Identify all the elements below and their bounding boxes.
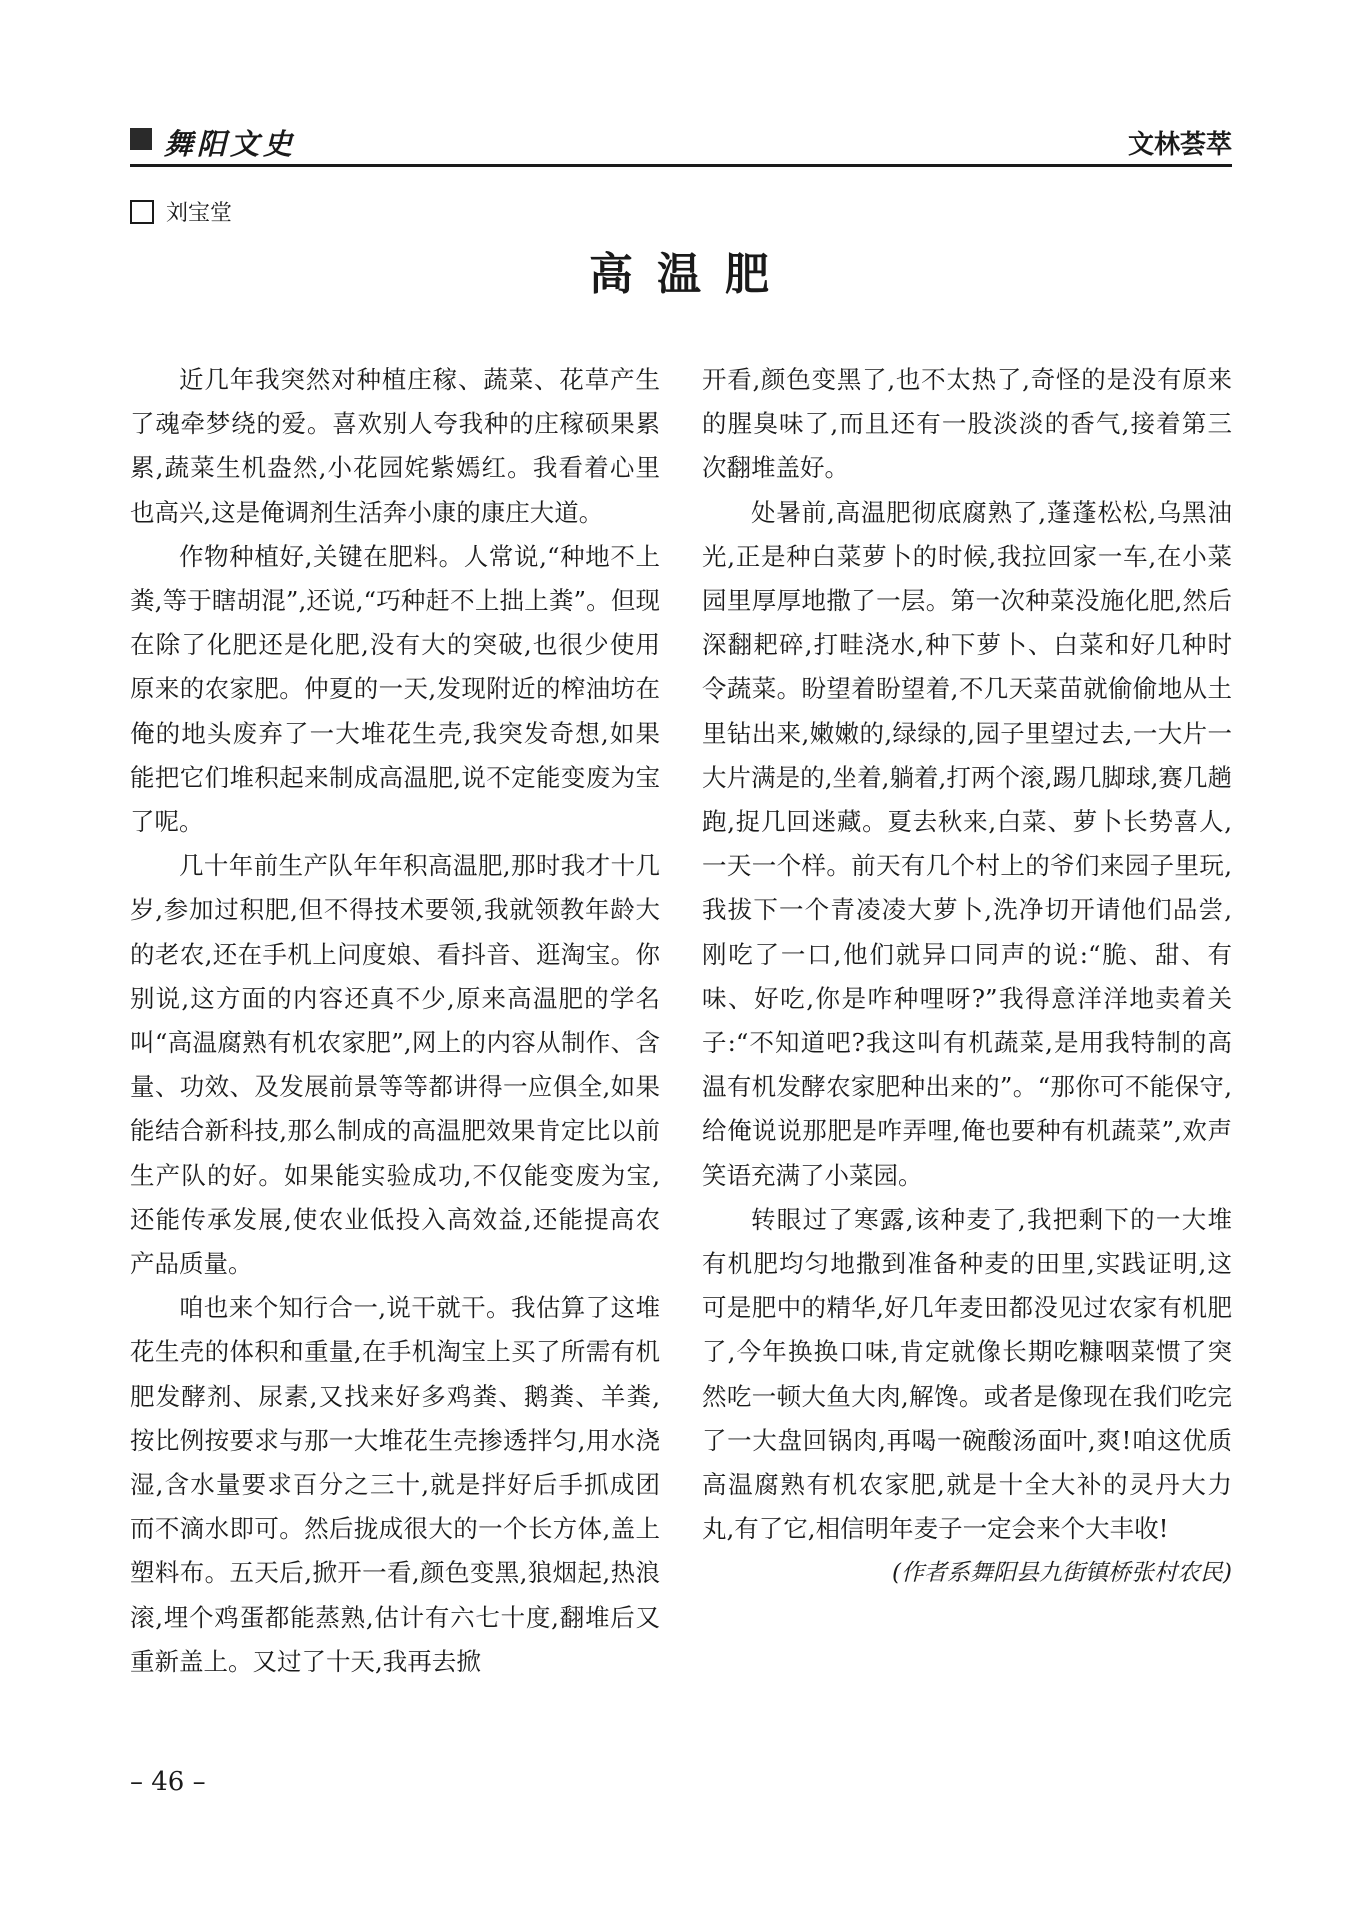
paragraph: 处暑前,高温肥彻底腐熟了,蓬蓬松松,乌黑油光,正是种白菜萝卜的时候,我拉回家一车,在小菜园里厚厚地撒了一层。第一次种菜没施化肥,然后深翻耙碎,打畦浇水,种下萝卜、白菜和好几种时令蔬菜。盼望着盼望着,不几天菜苗就偷偷地从土里钻出来,嫩嫩的,绿绿的,园子里望过去,一大片一大片满是的,坐着,躺着,打两个滚,踢几脚球,赛几趟跑,捉几回迷藏。夏去秋来,白菜、萝卜长势喜人,一天一个样。前天有几个村上的爷们来园子里玩,我拔下一个青凌凌大萝卜,洗净切开请他们品尝,刚吃了一口,他们就异口同声的说:“脆、甜、有味、好吃,你是咋种哩呀?”我得意洋洋地卖着关子:“不知道吧?我这叫有机蔬菜,是用我特制的高温有机发酵农家肥种出来的”。“那你可不能保守,给俺说说那肥是咋弄哩,俺也要种有机蔬菜”,欢声笑语充满了小菜园。 xyxy=(702,497,1232,1190)
paragraph-continuation: 开看,颜色变黑了,也不太热了,奇怪的是没有原来的腥臭味了,而且还有一股淡淡的香气,接着第三次翻堆盖好。 xyxy=(702,365,1232,483)
header-rule xyxy=(130,164,1232,167)
paragraph: 转眼过了寒露,该种麦了,我把剩下的一大堆有机肥均匀地撒到准备种麦的田里,实践证明,这可是肥中的精华,好几年麦田都没见过农家有机肥了,今年换换口味,肯定就像长期吃糠咽菜惯了突然吃一顿大鱼大肉,解馋。或者是像现在我们吃完了一大盘回锅肉,再喝一碗酸汤面叶,爽!咱这优质高温腐熟有机农家肥,就是十全大补的灵丹大力丸,有了它,相信明年麦子一定会来个大丰收! xyxy=(702,1204,1232,1544)
paragraph: 作物种植好,关键在肥料。人常说,“种地不上粪,等于瞎胡混”,还说,“巧种赶不上拙上粪”。但现在除了化肥还是化肥,没有大的突破,也很少使用原来的农家肥。仲夏的一天,发现附近的榨油坊在俺的地头废弃了一大堆花生壳,我突发奇想,如果能把它们堆积起来制成高温肥,说不定能变废为宝了呢。 xyxy=(130,541,660,837)
paragraph: 咱也来个知行合一,说干就干。我估算了这堆花生壳的体积和重量,在手机淘宝上买了所需有机肥发酵剂、尿素,又找来好多鸡粪、鹅粪、羊粪,按比例按要求与那一大堆花生壳掺透拌匀,用水浇湿,含水量要求百分之三十,就是拌好后手抓成团而不滴水即可。然后拢成很大的一个长方体,盖上塑料布。五天后,掀开一看,颜色变黑,狼烟起,热浪滚,埋个鸡蛋都能蒸熟,估计有六七十度,翻堆后又重新盖上。又过了十天,我再去掀 xyxy=(130,1293,660,1676)
running-header xyxy=(130,124,1232,164)
author-name: 刘宝堂 xyxy=(166,201,233,226)
paragraph: 几十年前生产队年年积高温肥,那时我才十几岁,参加过积肥,但不得技术要领,我就领教年龄大的老农,还在手机上问度娘、看抖音、逛淘宝。你别说,这方面的内容还真不少,原来高温肥的学名叫“高温腐熟有机农家肥”,网上的内容从制作、含量、功效、及发展前景等等都讲得一应俱全,如果能结合新科技,那么制成的高温肥效果肯定比以前生产队的好。如果能实验成功,不仅能变废为宝,还能传承发展,使农业低投入高效益,还能提高农产品质量。 xyxy=(130,851,660,1279)
article-title: 高温肥 xyxy=(589,249,793,300)
paragraph: 近几年我突然对种植庄稼、蔬菜、花草产生了魂牵梦绕的爱。喜欢别人夸我种的庄稼硕果累累,蔬菜生机盎然,小花园姹紫嫣红。我看着心里也高兴,这是俺调剂生活奔小康的康庄大道。 xyxy=(130,365,660,527)
journal-name: 舞阳文史 xyxy=(164,127,297,161)
section-name: 文林荟萃 xyxy=(1127,130,1232,160)
header-square-icon xyxy=(130,128,152,150)
author-box-icon xyxy=(130,200,154,224)
page-number: – 46 – xyxy=(130,1767,206,1797)
author-note: (作者系舞阳县九街镇桥张村农民) xyxy=(892,1560,1232,1587)
left-column xyxy=(130,358,660,1684)
right-column xyxy=(702,358,1232,1596)
